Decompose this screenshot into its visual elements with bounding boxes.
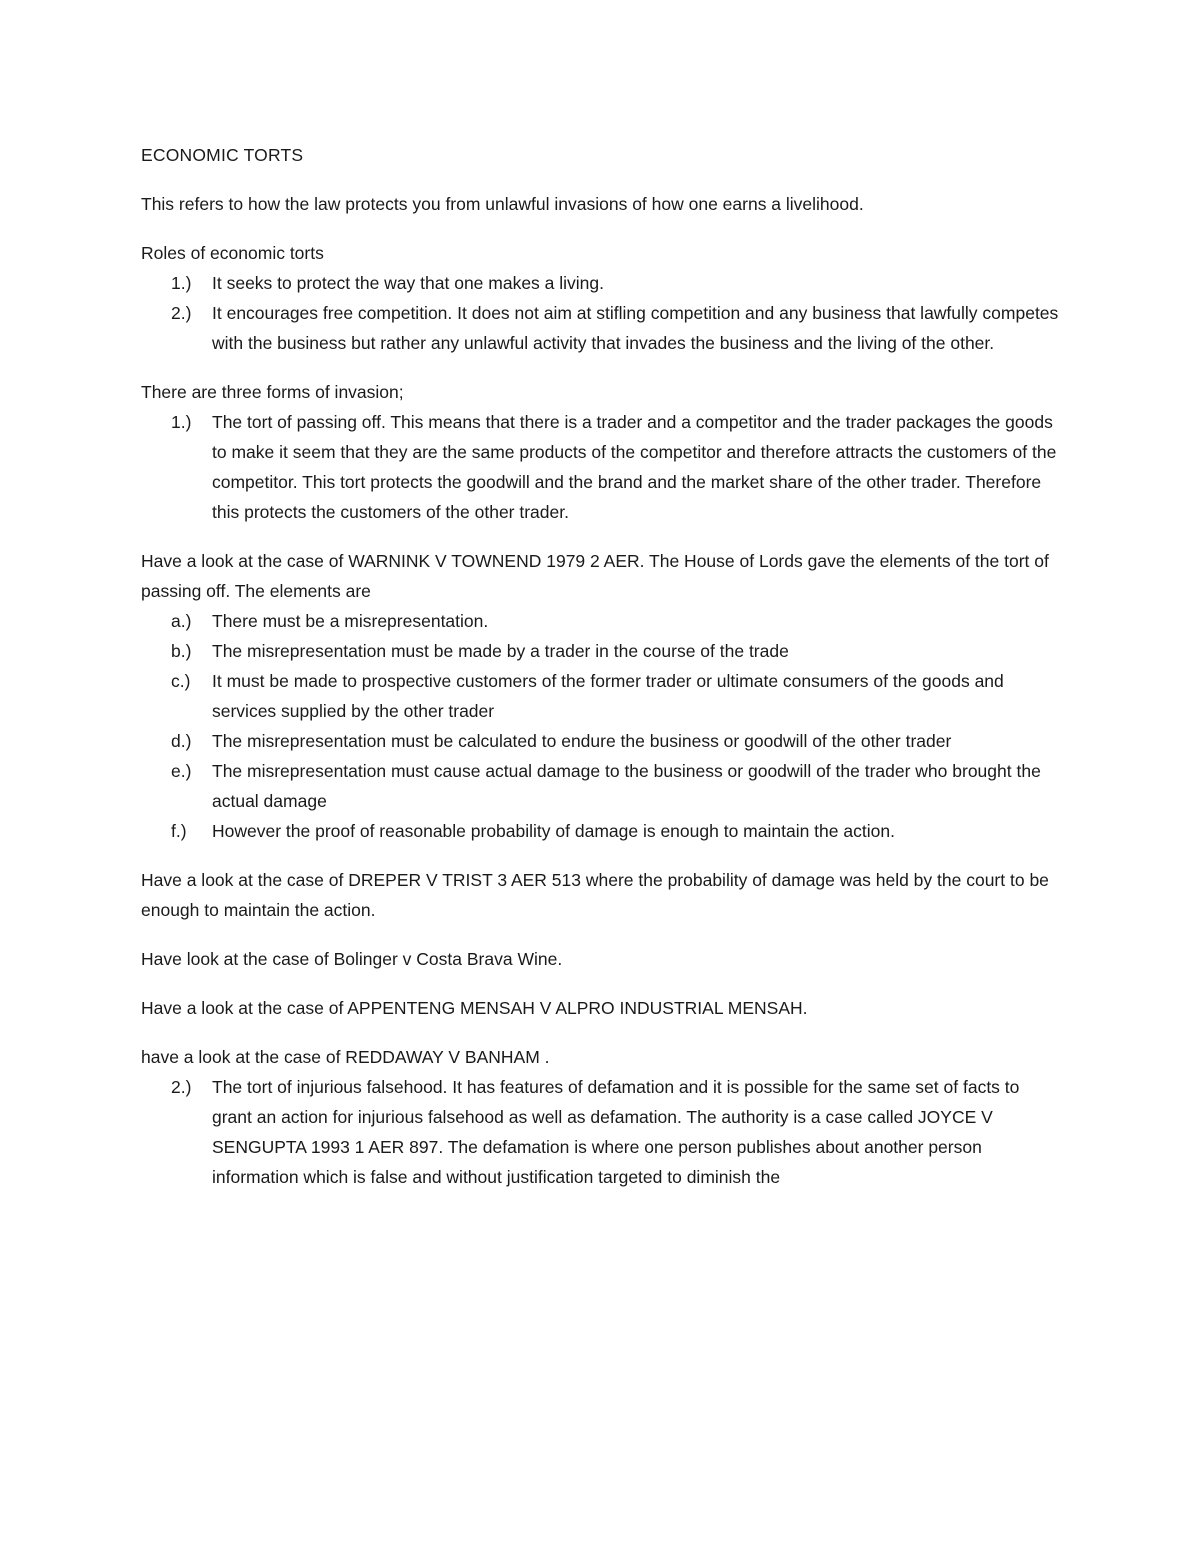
list-marker: c.) (171, 671, 191, 691)
list-item-text: The misrepresentation must be calculated to endure the business or goodwill of the other trader (212, 731, 952, 751)
list-marker: d.) (171, 731, 192, 751)
list-item-text: There must be a misrepresentation. (212, 611, 489, 631)
list-item (141, 726, 1061, 756)
list-marker: a.) (171, 611, 192, 631)
list-item-text: It must be made to prospective customers of the former trader or ultimate consumers of the goods and services supplied by the other trader (212, 671, 1004, 721)
appenteng-paragraph: Have a look at the case of APPENTENG MENSAH V ALPRO INDUSTRIAL MENSAH. (141, 998, 808, 1018)
roles-heading: Roles of economic torts (141, 243, 324, 263)
list-item-text: It encourages free competition. It does not aim at stifling competition and any business that lawfully competes with the business but rather any unlawful activity that invades the business and the living of the other. (212, 303, 1059, 353)
list-item-text: The misrepresentation must cause actual damage to the business or goodwill of the trader who brought the actual damage (212, 761, 1041, 811)
list-item (141, 606, 1061, 636)
list-item-text: However the proof of reasonable probability of damage is enough to maintain the action. (212, 821, 895, 841)
list-item-text: The misrepresentation must be made by a trader in the course of the trade (212, 641, 789, 661)
list-marker: f.) (171, 821, 187, 841)
list-item (141, 1072, 1061, 1192)
list-marker: 1.) (171, 412, 192, 432)
list-marker: 2.) (171, 303, 192, 323)
list-item-text: The tort of injurious falsehood. It has features of defamation and it is possible for the same set of facts to grant an action for injurious falsehood as well as defamation. The authority is a case called JOYCE V SENGUPTA 1993 1 AER 897. The defamation is where one person publishes about another person information which is false and without justification targeted to diminish the (212, 1077, 1020, 1187)
forms-heading: There are three forms of invasion; (141, 382, 404, 402)
intro-paragraph: This refers to how the law protects you from unlawful invasions of how one earns a livelihood. (141, 194, 864, 214)
list-item (141, 298, 1061, 358)
reddaway-paragraph: have a look at the case of REDDAWAY V BANHAM . (141, 1047, 550, 1067)
list-marker: b.) (171, 641, 192, 661)
form-2-list (141, 1072, 1061, 1192)
list-item (141, 636, 1061, 666)
roles-list (141, 268, 1061, 358)
bolinger-paragraph: Have look at the case of Bolinger v Costa Brava Wine. (141, 949, 563, 969)
list-item (141, 666, 1061, 726)
list-item (141, 268, 1061, 298)
document-title: ECONOMIC TORTS (141, 145, 304, 165)
form-1-list (141, 407, 1061, 527)
list-item-text: The tort of passing off. This means that there is a trader and a competitor and the trader packages the goods to make it seem that they are the same products of the competitor and therefore attracts the customers of the competitor. This tort protects the goodwill and the brand and the market share of the other trader. Therefore this protects the customers of the other trader. (212, 412, 1057, 522)
list-item-text: It seeks to protect the way that one makes a living. (212, 273, 605, 293)
list-item (141, 816, 1061, 846)
elements-list (141, 606, 1061, 846)
document-page (141, 140, 1061, 1192)
warnink-paragraph: Have a look at the case of WARNINK V TOWNEND 1979 2 AER. The House of Lords gave the elements of the tort of passing off. The elements are (141, 551, 1049, 601)
list-marker: e.) (171, 761, 192, 781)
dreper-paragraph: Have a look at the case of DREPER V TRIST 3 AER 513 where the probability of damage was held by the court to be enough to maintain the action. (141, 870, 1049, 920)
list-marker: 2.) (171, 1077, 192, 1097)
list-marker: 1.) (171, 273, 192, 293)
list-item (141, 756, 1061, 816)
list-item (141, 407, 1061, 527)
